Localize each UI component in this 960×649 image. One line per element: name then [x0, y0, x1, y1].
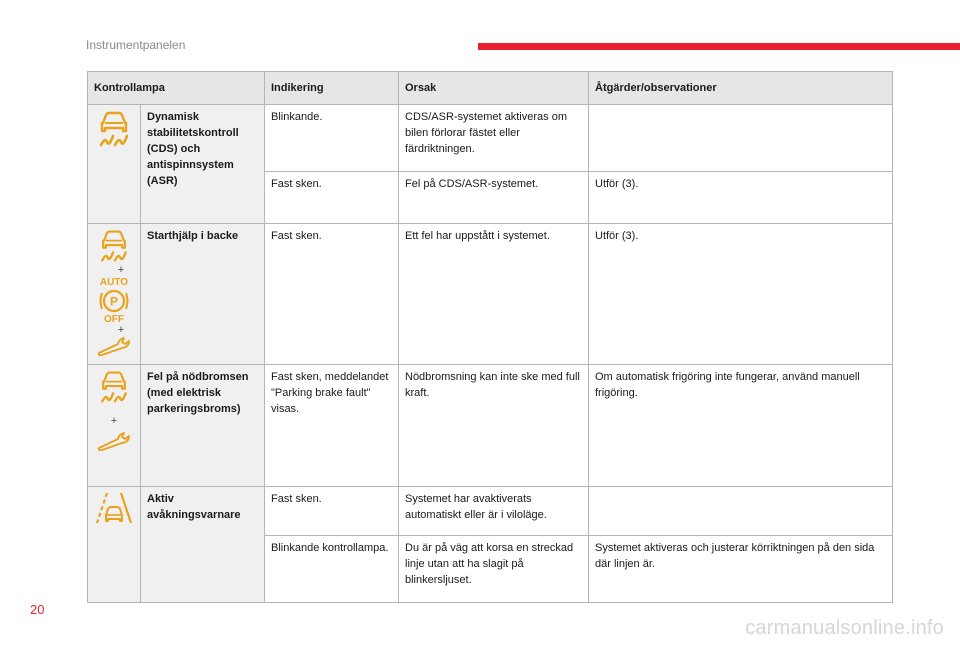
section-title: Instrumentpanelen — [86, 38, 186, 52]
lamp-icon-cell — [88, 224, 141, 365]
indication-cell: Fast sken. — [265, 487, 399, 536]
lamp-icon-cell — [88, 365, 141, 487]
table-header-row — [88, 72, 893, 105]
action-cell — [589, 487, 893, 536]
action-cell — [589, 105, 893, 172]
indication-cell: Blinkande. — [265, 105, 399, 172]
column-header-lamp: Kontrollampa — [88, 72, 265, 105]
plus-sign: + — [117, 324, 125, 336]
action-cell: Utför (3). — [589, 224, 893, 365]
lamp-name: Aktiv avåkningsvarnare — [141, 487, 265, 603]
indication-cell: Blinkande kontrollampa. — [265, 536, 399, 603]
auto-park-off-icon — [94, 276, 134, 324]
cause-cell: Fel på CDS/ASR-systemet. — [399, 172, 589, 224]
wrench-icon — [96, 431, 132, 451]
auto-label: AUTO — [99, 277, 129, 288]
off-label: OFF — [104, 314, 124, 324]
cause-cell: CDS/ASR-systemet aktiveras om bilen förlorar fästet eller färdriktningen. — [399, 105, 589, 172]
indication-cell: Fast sken. — [265, 172, 399, 224]
page-number: 20 — [30, 602, 45, 617]
indication-cell: Fast sken, meddelandet "Parking brake fault" visas. — [265, 365, 399, 487]
lane-departure-icon — [94, 491, 134, 525]
action-cell: Systemet aktiveras och justerar körriktningen på den sida där linjen är. — [589, 536, 893, 603]
cause-cell: Ett fel har uppstått i systemet. — [399, 224, 589, 365]
plus-sign: + — [110, 415, 118, 427]
lamp-icon-cell — [88, 105, 141, 224]
skid-car-icon — [97, 228, 131, 264]
cause-cell: Nödbromsning kan inte ske med full kraft. — [399, 365, 589, 487]
action-cell: Om automatisk frigöring inte fungerar, använd manuell frigöring. — [589, 365, 893, 487]
lamp-icon-cell — [88, 487, 141, 603]
column-header-cause: Orsak — [399, 72, 589, 105]
table-row — [88, 224, 893, 365]
cause-cell: Systemet har avaktiverats automatiskt eller är i viloläge. — [399, 487, 589, 536]
plus-sign: + — [117, 264, 125, 276]
lamp-name: Dynamisk stabilitetskontroll (CDS) och antispinnsystem (ASR) — [141, 105, 265, 224]
warning-lamp-table — [87, 71, 893, 603]
table-row — [88, 105, 893, 172]
skid-car-icon — [96, 109, 132, 149]
lamp-name: Fel på nödbromsen (med elektrisk parkeringsbroms) — [141, 365, 265, 487]
table-row — [88, 487, 893, 536]
action-cell: Utför (3). — [589, 172, 893, 224]
lamp-name: Starthjälp i backe — [141, 224, 265, 365]
skid-car-icon — [97, 369, 131, 405]
section-accent-bar — [478, 43, 960, 50]
indication-cell: Fast sken. — [265, 224, 399, 365]
column-header-indication: Indikering — [265, 72, 399, 105]
parking-p-label: P — [109, 294, 119, 309]
table-row — [88, 365, 893, 487]
wrench-icon — [96, 336, 132, 356]
watermark: carmanualsonline.info — [745, 617, 944, 639]
column-header-action: Åtgärder/observationer — [589, 72, 893, 105]
cause-cell: Du är på väg att korsa en streckad linje utan att ha slagit på blinkersljuset. — [399, 536, 589, 603]
